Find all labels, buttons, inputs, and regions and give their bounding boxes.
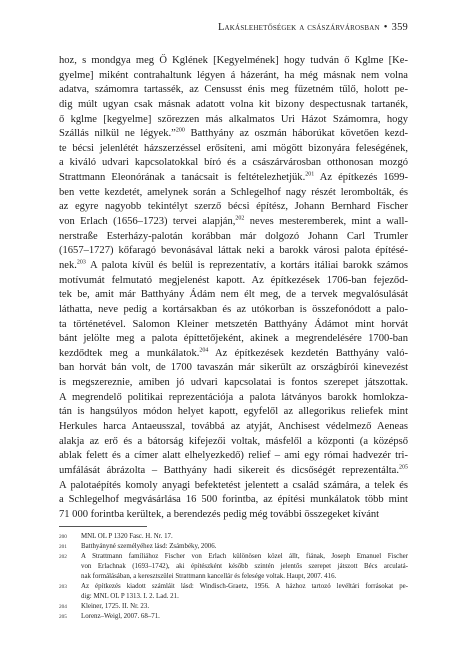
footnote	[59, 582, 408, 602]
footnote-number: 200	[59, 534, 67, 540]
footnote-line: MNL OL P 1320 Fasc. H. Nr. 17.	[81, 533, 173, 540]
text-line: tán is hangsúlyos módon helyet kapott, egyfelől az allegorikus reliefek mint	[59, 406, 408, 418]
footnote	[59, 602, 408, 612]
footnote-number: 202	[59, 554, 67, 560]
running-head-separator: •	[383, 22, 388, 33]
footnote-line: Az építkezés kiadott számláit lásd: Windisch-Graetz, 1956. A házhoz tartozó levéltári forrásokat pe-	[81, 583, 408, 590]
text-line: tek be, amit már Batthyány Ádám nem élt meg, de a tervek megvalósulását	[59, 289, 408, 301]
text-line: a kiváló udvari kapcsolatokkal bíró és a császárvárosban otthonosan mozgó	[59, 157, 408, 169]
footnote-text	[81, 602, 408, 612]
footnote-number: 205	[59, 614, 67, 620]
text-line: dig múlt ugyan csak másnak adatott volna kit bizony despectusnak tartanék,	[59, 98, 408, 110]
footnote-number: 201	[59, 544, 67, 550]
text-line: umfálását ábrázolta – Batthyány hadi sikereit és dicsőségét reprezentálta.$^{205}$	[59, 464, 408, 476]
text-line: a Schlegelhof megvásárlása 16 500 forintba, az építési munkálatok több mint	[59, 494, 408, 506]
text-line: Strattmann Eleonórának a tanácsait is feltételezhetjük.$^{201}$ Az építkezés 1699-	[59, 171, 408, 184]
footnote-line: A Strattmann famíliához Fischer von Erlach különösen közel állt, fiának, Joseph Emanuel Fischer	[81, 553, 408, 560]
text-line: ablak felett és a címer alatt elhelyezkedő) relief – ami egy római hadvezér tri-	[59, 450, 408, 462]
text-line: Szállás nilkül ne légyek.”$^{200}$ Batthyány az oszmán háborúkat követően kezd-	[59, 127, 408, 140]
footnote-line: von Erlachnak (1693–1742), aki építészként később szintén jelentős szerepet játszott Bécs arculatá-	[81, 563, 408, 570]
footnote-line: dig: MNL OL P 1313. I. 2. Lad. 21.	[81, 593, 179, 600]
footnote-line: Lorenz–Weigl, 2007. 68–71.	[81, 613, 160, 620]
footnote-ref: 201	[305, 171, 315, 178]
page-number: 359	[391, 22, 408, 33]
text-line: nek.$^{203}$ A palota kívül és belül is reprezentatív, a kortárs itáliai barokk számos	[59, 259, 408, 271]
text-line: az egyre nagyobb tekintélyt szerző bécsi építész, Johann Bernhard Fischer	[59, 201, 408, 213]
footnote-ref: 203	[76, 259, 86, 266]
footnote-text	[81, 582, 408, 602]
footnote-rule	[59, 526, 147, 527]
footnote-text	[81, 532, 408, 542]
running-head	[218, 22, 408, 33]
text-line: (1657–1727) kőfaragó bevonásával láttak neki a barokk városi palota építésé-	[59, 245, 408, 257]
footnote	[59, 532, 408, 542]
text-line: láthatta, neve pedig a kortársakban és az utókorban is összefonódott a palo-	[59, 303, 408, 315]
text-line: bánt jelölte meg a palota építtetőjeként, akinek a megrendelésére 1700-ban	[59, 333, 408, 345]
text-line: ta történetével. Salomon Kleiner metszetén Batthyány Ádámot mint horvát	[59, 318, 408, 330]
text-line: 71 000 forintba kerültek, a berendezés pedig még további összegeket kívánt	[59, 508, 380, 520]
text-line: nerstraße Esterházy-palotán korábban már dolgozó Johann Carl Trumler	[59, 230, 408, 242]
text-line: is megszereznie, amiben jó udvari kapcsolatai is fontos szerepet játszottak.	[59, 377, 408, 389]
footnote-line: Kleiner, 1725. II. Nr. 23.	[81, 603, 150, 610]
footnote-text	[81, 552, 408, 582]
footnote-line: nak formálásában, a keresztszülei Strattmann kancellár és felesége voltak. Haupt, 2007. 416.	[81, 573, 337, 580]
text-line: gyelme] miként contrahaltunk légyen á házeránt, ha még másnak nem volna	[59, 69, 408, 81]
footnote-text	[81, 542, 408, 552]
text-line: motívumát felmutató megjelenést kapott. Az építkezések 1706-ban fejeződ-	[59, 274, 408, 286]
body-text	[59, 54, 408, 523]
footnote-ref: 200	[175, 127, 185, 134]
running-head-title: Lakáslehetőségek a császárvárosban	[217, 22, 380, 33]
footnote-text	[81, 612, 408, 622]
text-line: alakja az erő és a bátorság kifejezői voltak, másfelől a központi (a középső	[59, 435, 408, 447]
footnote-ref: 202	[235, 215, 245, 222]
text-line: hoz, s mondgya meg Ő Kglének [Kegyelmének] hogy tudván ő Kglme [Ke-	[59, 55, 408, 66]
footnote-line: Batthyányné személyéhez lásd: Zsámbéky, 2006.	[81, 543, 217, 550]
text-line: ő kglme [kegyelme] szörezzen más alkalmatos Uri Házot Számomra, hogy	[59, 113, 408, 125]
text-line: kezdődtek meg a munkálatok.$^{204}$ Az építkezések kezdetén Batthyány való-	[59, 347, 408, 359]
text-line: Herkules harca Antaeusszal, továbbá az atyját, Anchisest védelmező Aeneas	[59, 421, 408, 433]
text-line: ban horvát bán volt, de 1700 tavaszán már sikerült az országbírói kinevezést	[59, 362, 408, 374]
footnote-ref: 204	[199, 347, 209, 354]
footnote-number: 204	[59, 604, 67, 610]
footnote	[59, 612, 408, 622]
text-line: ben vette kezdetét, amelynek során a Schlegelhof nagy részét lerombolták, és	[59, 186, 408, 198]
footnote-number: 203	[59, 584, 67, 590]
footnote-ref: 205	[399, 464, 408, 471]
text-line: te bécsi jelenlétét házszerzéssel erősíteni, ami mögött bizonyára feleségének,	[59, 142, 408, 154]
footnote	[59, 552, 408, 582]
footnote	[59, 542, 408, 552]
text-line: A megrendelő politikai reprezentációja a palota látványos barokk homlokza-	[59, 391, 408, 403]
text-line: adatva, számomra tartassék, az Censusst énis meg fűzetném tűlő, holott pe-	[59, 84, 408, 96]
text-line: von Erlach (1656–1723) tervei alapján,$^{202}$ neves mesteremberek, mint a wall-	[59, 215, 408, 228]
text-line: A palotaépítés komoly anyagi befektetést jelentett a család számára, a telek és	[59, 479, 408, 491]
footnotes	[59, 532, 408, 622]
